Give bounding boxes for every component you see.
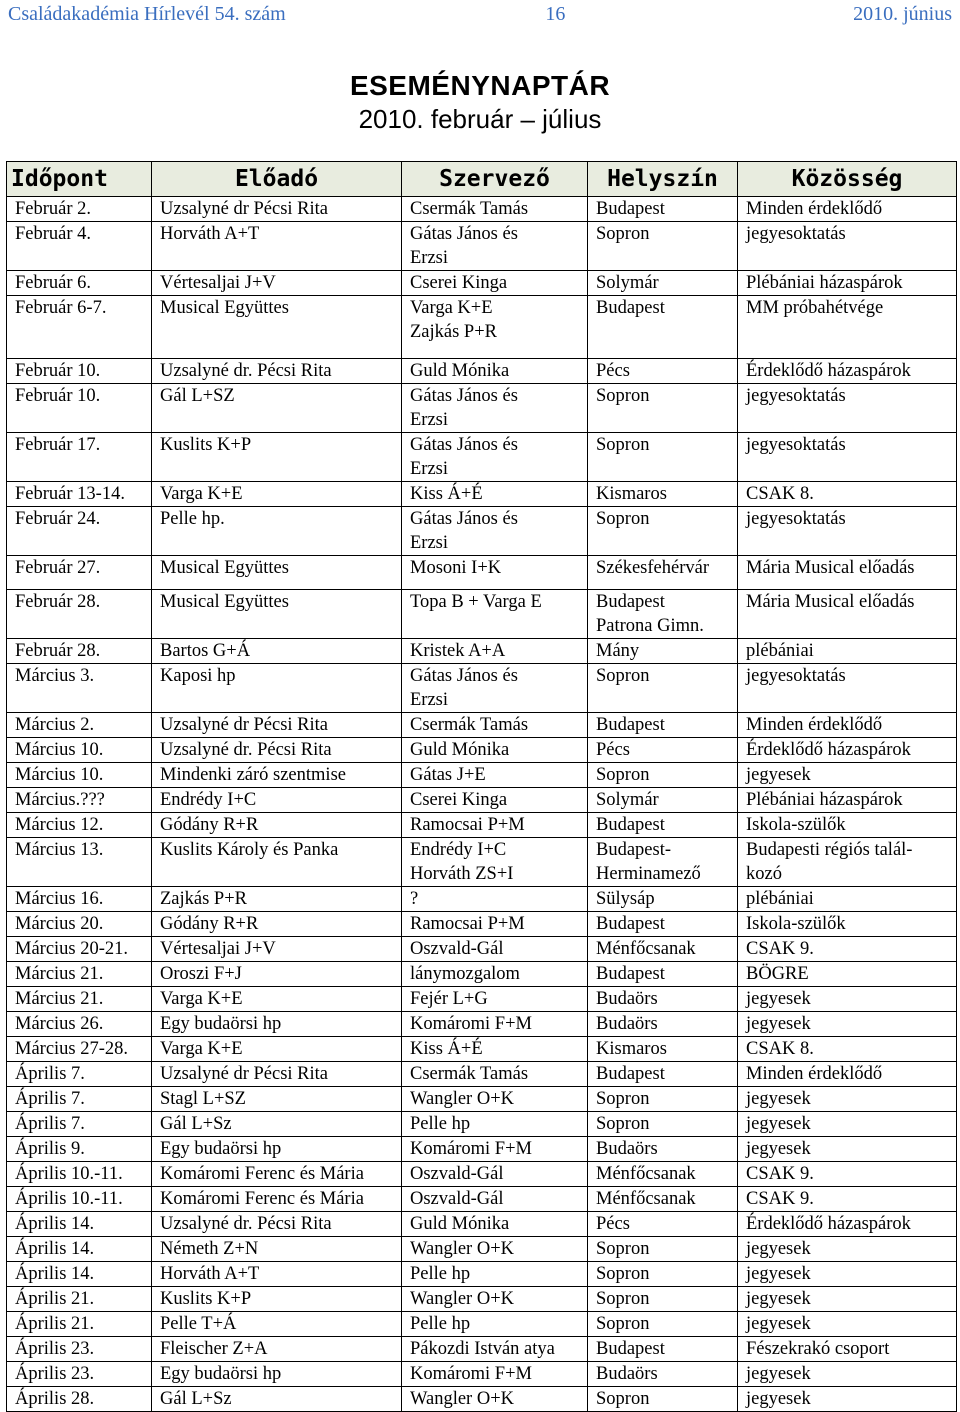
cell-presenter: Gódány R+R xyxy=(152,912,402,937)
cell-presenter: Uzsalyné dr. Pécsi Rita xyxy=(152,738,402,763)
cell-date: Február 6-7. xyxy=(7,296,152,359)
cell-presenter: Varga K+E xyxy=(152,987,402,1012)
cell-location: Sülysáp xyxy=(588,887,738,912)
column-header-location: Helyszín xyxy=(588,162,738,197)
cell-location: Budapest xyxy=(588,962,738,987)
cell-date: Március 20. xyxy=(7,912,152,937)
cell-presenter: Oroszi F+J xyxy=(152,962,402,987)
cell-date: Március 26. xyxy=(7,1012,152,1037)
cell-community: Plébániai házaspárok xyxy=(738,788,957,813)
cell-date: Február 28. xyxy=(7,639,152,664)
cell-community: Minden érdeklődő xyxy=(738,1062,957,1087)
cell-location: Sopron xyxy=(588,1387,738,1412)
table-row xyxy=(7,639,957,664)
cell-location: Budapest xyxy=(588,912,738,937)
cell-date: Április 14. xyxy=(7,1212,152,1237)
table-row xyxy=(7,1037,957,1062)
cell-community: plébániai xyxy=(738,639,957,664)
cell-location: Sopron xyxy=(588,1087,738,1112)
cell-presenter: Uzsalyné dr Pécsi Rita xyxy=(152,1062,402,1087)
table-row xyxy=(7,296,957,359)
cell-community: jegyesek xyxy=(738,1262,957,1287)
cell-presenter: Musical Együttes xyxy=(152,296,402,359)
cell-organizer: Cserei Kinga xyxy=(402,788,588,813)
cell-organizer: Ramocsai P+M xyxy=(402,813,588,838)
cell-presenter: Gál L+SZ xyxy=(152,384,402,433)
cell-presenter: Egy budaörsi hp xyxy=(152,1012,402,1037)
table-row xyxy=(7,1112,957,1137)
cell-location: Sopron xyxy=(588,1262,738,1287)
newsletter-title: Családakadémia Hírlevél 54. szám xyxy=(8,2,286,25)
cell-community: Mária Musical előadás xyxy=(738,590,957,639)
cell-presenter: Musical Együttes xyxy=(152,556,402,590)
cell-location: Sopron xyxy=(588,1112,738,1137)
cell-date: Április 23. xyxy=(7,1337,152,1362)
cell-date: Február 13-14. xyxy=(7,482,152,507)
cell-organizer: Pelle hp xyxy=(402,1112,588,1137)
cell-community: jegyesoktatás xyxy=(738,433,957,482)
cell-presenter: Uzsalyné dr. Pécsi Rita xyxy=(152,359,402,384)
cell-organizer: Cserei Kinga xyxy=(402,271,588,296)
cell-location: Budapest xyxy=(588,296,738,359)
cell-organizer: Csermák Tamás xyxy=(402,197,588,222)
cell-date: Március 10. xyxy=(7,763,152,788)
cell-community: MM próbahétvége xyxy=(738,296,957,359)
cell-location: Budapest xyxy=(588,713,738,738)
cell-community: CSAK 8. xyxy=(738,482,957,507)
issue-date: 2010. június xyxy=(853,2,952,25)
table-row xyxy=(7,713,957,738)
table-row xyxy=(7,271,957,296)
cell-date: Április 7. xyxy=(7,1062,152,1087)
cell-community: Érdeklődő házaspárok xyxy=(738,738,957,763)
cell-organizer: Komáromi F+M xyxy=(402,1362,588,1387)
table-row xyxy=(7,738,957,763)
cell-date: Február 17. xyxy=(7,433,152,482)
cell-location: Pécs xyxy=(588,1212,738,1237)
cell-location: Székesfehérvár xyxy=(588,556,738,590)
cell-community: CSAK 8. xyxy=(738,1037,957,1062)
cell-date: Március 21. xyxy=(7,962,152,987)
cell-organizer: Pákozdi István atya xyxy=(402,1337,588,1362)
cell-community: CSAK 9. xyxy=(738,1187,957,1212)
table-row xyxy=(7,1287,957,1312)
cell-community: BÖGRE xyxy=(738,962,957,987)
cell-location: Ménfőcsanak xyxy=(588,1162,738,1187)
cell-community: Minden érdeklődő xyxy=(738,197,957,222)
cell-date: Március 3. xyxy=(7,664,152,713)
cell-presenter: Uzsalyné dr Pécsi Rita xyxy=(152,197,402,222)
cell-location: Kismaros xyxy=(588,1037,738,1062)
cell-presenter: Varga K+E xyxy=(152,482,402,507)
cell-organizer: Wangler O+K xyxy=(402,1087,588,1112)
cell-organizer: Guld Mónika xyxy=(402,359,588,384)
cell-location: Sopron xyxy=(588,507,738,556)
cell-organizer: Endrédy I+C Horváth ZS+I xyxy=(402,838,588,887)
cell-location: Budapest Patrona Gimn. xyxy=(588,590,738,639)
table-row xyxy=(7,987,957,1012)
cell-organizer: Oszvald-Gál xyxy=(402,1162,588,1187)
cell-community: jegyesoktatás xyxy=(738,222,957,271)
cell-location: Budapest- Herminamező xyxy=(588,838,738,887)
cell-location: Budaörs xyxy=(588,1137,738,1162)
cell-organizer: Kiss Á+É xyxy=(402,1037,588,1062)
cell-presenter: Endrédy I+C xyxy=(152,788,402,813)
table-row xyxy=(7,222,957,271)
cell-organizer: lánymozgalom xyxy=(402,962,588,987)
cell-presenter: Horváth A+T xyxy=(152,222,402,271)
table-row xyxy=(7,1187,957,1212)
cell-community: jegyesek xyxy=(738,1237,957,1262)
table-header-row xyxy=(7,162,957,197)
table-row xyxy=(7,1237,957,1262)
cell-organizer: Komáromi F+M xyxy=(402,1137,588,1162)
cell-presenter: Komáromi Ferenc és Mária xyxy=(152,1162,402,1187)
cell-community: jegyesek xyxy=(738,1287,957,1312)
table-row xyxy=(7,359,957,384)
cell-date: Április 21. xyxy=(7,1312,152,1337)
cell-community: Iskola-szülők xyxy=(738,813,957,838)
cell-presenter: Uzsalyné dr Pécsi Rita xyxy=(152,713,402,738)
cell-location: Budaörs xyxy=(588,987,738,1012)
cell-community: jegyesek xyxy=(738,1387,957,1412)
cell-organizer: Wangler O+K xyxy=(402,1387,588,1412)
cell-presenter: Kuslits Károly és Panka xyxy=(152,838,402,887)
cell-organizer: Csermák Tamás xyxy=(402,713,588,738)
cell-community: Mária Musical előadás xyxy=(738,556,957,590)
cell-presenter: Komáromi Ferenc és Mária xyxy=(152,1187,402,1212)
cell-location: Budapest xyxy=(588,813,738,838)
cell-date: Április 10.-11. xyxy=(7,1162,152,1187)
cell-date: Április 14. xyxy=(7,1237,152,1262)
cell-presenter: Németh Z+N xyxy=(152,1237,402,1262)
cell-location: Solymár xyxy=(588,788,738,813)
table-row xyxy=(7,1212,957,1237)
cell-date: Április 7. xyxy=(7,1087,152,1112)
table-row xyxy=(7,887,957,912)
cell-location: Solymár xyxy=(588,271,738,296)
cell-presenter: Fleischer Z+A xyxy=(152,1337,402,1362)
cell-organizer: Wangler O+K xyxy=(402,1287,588,1312)
cell-date: Március 10. xyxy=(7,738,152,763)
cell-presenter: Mindenki záró szentmise xyxy=(152,763,402,788)
cell-community: CSAK 9. xyxy=(738,1162,957,1187)
table-row xyxy=(7,1062,957,1087)
table-row xyxy=(7,1312,957,1337)
cell-organizer: Csermák Tamás xyxy=(402,1062,588,1087)
table-row xyxy=(7,556,957,590)
table-row xyxy=(7,962,957,987)
page-title: ESEMÉNYNAPTÁR xyxy=(349,70,611,101)
table-row xyxy=(7,1362,957,1387)
cell-date: Március 13. xyxy=(7,838,152,887)
cell-community: CSAK 9. xyxy=(738,937,957,962)
cell-location: Ménfőcsanak xyxy=(588,1187,738,1212)
cell-organizer: Wangler O+K xyxy=(402,1237,588,1262)
cell-date: Február 4. xyxy=(7,222,152,271)
event-calendar-table xyxy=(6,161,957,1412)
cell-community: Érdeklődő házaspárok xyxy=(738,1212,957,1237)
cell-presenter: Pelle hp. xyxy=(152,507,402,556)
cell-date: Március 20-21. xyxy=(7,937,152,962)
page-number: 16 xyxy=(545,2,566,25)
cell-presenter: Varga K+E xyxy=(152,1037,402,1062)
cell-date: Április 7. xyxy=(7,1112,152,1137)
cell-organizer: Topa B + Varga E xyxy=(402,590,588,639)
cell-presenter: Musical Együttes xyxy=(152,590,402,639)
cell-organizer: Gátas János és Erzsi xyxy=(402,507,588,556)
cell-date: Március 27-28. xyxy=(7,1037,152,1062)
cell-location: Ménfőcsanak xyxy=(588,937,738,962)
table-row xyxy=(7,838,957,887)
cell-organizer: Gátas János és Erzsi xyxy=(402,433,588,482)
cell-date: Március.??? xyxy=(7,788,152,813)
table-row xyxy=(7,1087,957,1112)
table-row xyxy=(7,1162,957,1187)
cell-organizer: Komáromi F+M xyxy=(402,1012,588,1037)
cell-presenter: Gódány R+R xyxy=(152,813,402,838)
cell-date: Április 14. xyxy=(7,1262,152,1287)
cell-community: Plébániai házaspárok xyxy=(738,271,957,296)
table-row xyxy=(7,937,957,962)
cell-community: Fészekrakó csoport xyxy=(738,1337,957,1362)
cell-date: Április 10.-11. xyxy=(7,1187,152,1212)
cell-presenter: Kuslits K+P xyxy=(152,1287,402,1312)
table-row xyxy=(7,912,957,937)
cell-community: jegyesoktatás xyxy=(738,384,957,433)
cell-organizer: Mosoni I+K xyxy=(402,556,588,590)
cell-organizer: Oszvald-Gál xyxy=(402,1187,588,1212)
cell-organizer: Oszvald-Gál xyxy=(402,937,588,962)
cell-location: Kismaros xyxy=(588,482,738,507)
cell-community: jegyesoktatás xyxy=(738,507,957,556)
cell-community: jegyesek xyxy=(738,1137,957,1162)
cell-location: Sopron xyxy=(588,1312,738,1337)
cell-presenter: Kaposi hp xyxy=(152,664,402,713)
cell-location: Pécs xyxy=(588,738,738,763)
cell-presenter: Vértesaljai J+V xyxy=(152,271,402,296)
cell-organizer: Pelle hp xyxy=(402,1262,588,1287)
cell-date: Március 21. xyxy=(7,987,152,1012)
cell-location: Budaörs xyxy=(588,1362,738,1387)
cell-presenter: Vértesaljai J+V xyxy=(152,937,402,962)
table-row xyxy=(7,384,957,433)
cell-date: Április 9. xyxy=(7,1137,152,1162)
cell-community: jegyesek xyxy=(738,763,957,788)
cell-community: jegyesek xyxy=(738,1312,957,1337)
table-row xyxy=(7,197,957,222)
cell-date: Február 28. xyxy=(7,590,152,639)
cell-date: Április 21. xyxy=(7,1287,152,1312)
cell-location: Budapest xyxy=(588,197,738,222)
cell-presenter: Gál L+Sz xyxy=(152,1112,402,1137)
cell-location: Sopron xyxy=(588,1287,738,1312)
cell-organizer: Ramocsai P+M xyxy=(402,912,588,937)
cell-community: Iskola-szülők xyxy=(738,912,957,937)
table-row xyxy=(7,1137,957,1162)
cell-organizer: Gátas János és Erzsi xyxy=(402,664,588,713)
table-row xyxy=(7,788,957,813)
cell-community: Budapesti régiós talál- kozó xyxy=(738,838,957,887)
cell-date: Április 28. xyxy=(7,1387,152,1412)
page-subtitle: 2010. február – július xyxy=(358,104,602,134)
cell-date: Április 23. xyxy=(7,1362,152,1387)
cell-community: Minden érdeklődő xyxy=(738,713,957,738)
table-row xyxy=(7,433,957,482)
cell-community: jegyesek xyxy=(738,1112,957,1137)
cell-date: Február 6. xyxy=(7,271,152,296)
cell-organizer: Kiss Á+É xyxy=(402,482,588,507)
cell-presenter: Uzsalyné dr. Pécsi Rita xyxy=(152,1212,402,1237)
cell-presenter: Kuslits K+P xyxy=(152,433,402,482)
cell-presenter: Pelle T+Á xyxy=(152,1312,402,1337)
cell-location: Budapest xyxy=(588,1337,738,1362)
table-row xyxy=(7,482,957,507)
table-row xyxy=(7,1337,957,1362)
cell-community: jegyesek xyxy=(738,1362,957,1387)
cell-location: Pécs xyxy=(588,359,738,384)
cell-presenter: Egy budaörsi hp xyxy=(152,1137,402,1162)
cell-date: Március 12. xyxy=(7,813,152,838)
cell-organizer: Guld Mónika xyxy=(402,1212,588,1237)
cell-community: Érdeklődő házaspárok xyxy=(738,359,957,384)
cell-location: Sopron xyxy=(588,222,738,271)
cell-date: Február 10. xyxy=(7,384,152,433)
cell-date: Február 2. xyxy=(7,197,152,222)
cell-community: jegyesoktatás xyxy=(738,664,957,713)
cell-presenter: Zajkás P+R xyxy=(152,887,402,912)
cell-date: Március 2. xyxy=(7,713,152,738)
cell-community: jegyesek xyxy=(738,987,957,1012)
cell-location: Sopron xyxy=(588,433,738,482)
cell-location: Budaörs xyxy=(588,1012,738,1037)
cell-organizer: Pelle hp xyxy=(402,1312,588,1337)
cell-location: Mány xyxy=(588,639,738,664)
column-header-community: Közösség xyxy=(738,162,957,197)
cell-date: Február 27. xyxy=(7,556,152,590)
cell-organizer: Kristek A+A xyxy=(402,639,588,664)
cell-location: Sopron xyxy=(588,664,738,713)
cell-date: Február 24. xyxy=(7,507,152,556)
page-header xyxy=(6,0,954,28)
cell-organizer: Varga K+E Zajkás P+R xyxy=(402,296,588,359)
table-row xyxy=(7,763,957,788)
cell-date: Február 10. xyxy=(7,359,152,384)
column-header-presenter: Előadó xyxy=(152,162,402,197)
table-row xyxy=(7,590,957,639)
cell-location: Budapest xyxy=(588,1062,738,1087)
cell-presenter: Horváth A+T xyxy=(152,1262,402,1287)
table-row xyxy=(7,1387,957,1412)
cell-location: Sopron xyxy=(588,763,738,788)
table-row xyxy=(7,813,957,838)
table-row xyxy=(7,507,957,556)
cell-location: Sopron xyxy=(588,384,738,433)
cell-community: jegyesek xyxy=(738,1012,957,1037)
column-header-date: Időpont xyxy=(7,162,152,197)
cell-organizer: Gátas János és Erzsi xyxy=(402,384,588,433)
cell-organizer: Gátas János és Erzsi xyxy=(402,222,588,271)
table-row xyxy=(7,1262,957,1287)
cell-organizer: Gátas J+E xyxy=(402,763,588,788)
cell-organizer: Fejér L+G xyxy=(402,987,588,1012)
table-row xyxy=(7,1012,957,1037)
cell-organizer: ? xyxy=(402,887,588,912)
cell-date: Március 16. xyxy=(7,887,152,912)
cell-community: jegyesek xyxy=(738,1087,957,1112)
cell-presenter: Egy budaörsi hp xyxy=(152,1362,402,1387)
cell-presenter: Gál L+Sz xyxy=(152,1387,402,1412)
cell-organizer: Guld Mónika xyxy=(402,738,588,763)
column-header-organizer: Szervező xyxy=(402,162,588,197)
table-row xyxy=(7,664,957,713)
cell-location: Sopron xyxy=(588,1237,738,1262)
cell-presenter: Bartos G+Á xyxy=(152,639,402,664)
table-body xyxy=(7,197,957,1412)
cell-community: plébániai xyxy=(738,887,957,912)
cell-presenter: Stagl L+SZ xyxy=(152,1087,402,1112)
